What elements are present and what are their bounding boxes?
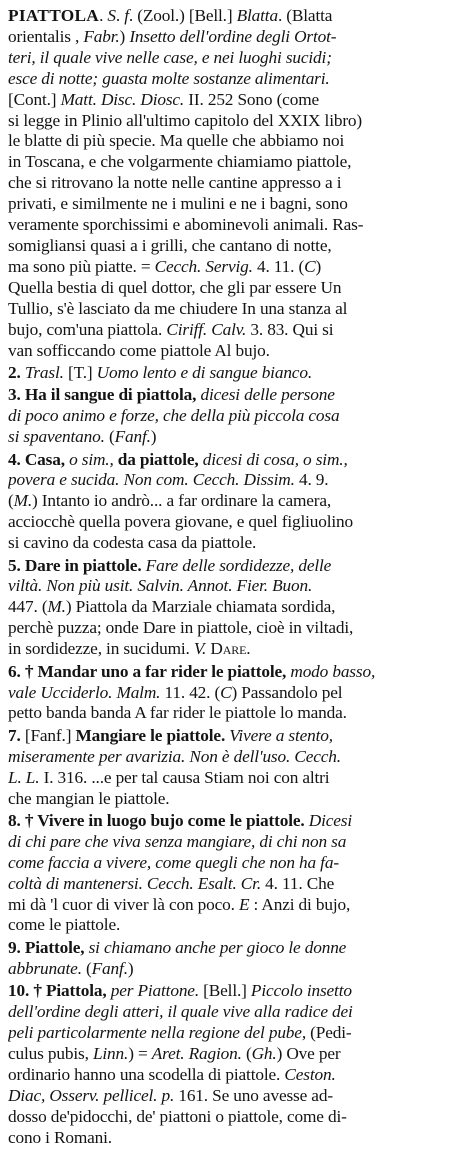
text-line	[8, 768, 466, 789]
text-run: Quella bestia di quel dottor, che gli par essere Un	[8, 277, 342, 297]
italic-text: Uomo lento e di sangue bianco.	[96, 362, 312, 382]
text-run: (	[8, 491, 14, 511]
text-line	[8, 385, 466, 406]
sense-8	[8, 811, 466, 936]
phrase-label: Dare in piattole.	[24, 555, 142, 575]
italic-text: dell'ordine degli atteri, il quale vive alla radice dei	[8, 1002, 353, 1022]
text-line	[8, 257, 466, 278]
text-run: acciocchè quella povera giovane, e quel figliuolino	[8, 512, 354, 532]
italic-text: C	[220, 682, 232, 702]
text-run: ma sono più piatte. =	[8, 256, 155, 276]
sense-number: 2.	[8, 362, 25, 382]
text-run: )	[150, 427, 157, 447]
text-run: )	[127, 958, 134, 978]
text-run: si legge in Plinio all'ultimo capitolo del XXIX libro)	[8, 110, 363, 130]
text-line	[8, 915, 466, 936]
text-run: )	[315, 256, 322, 276]
phrase-label: Vivere in luogo bujo come le piattole.	[37, 810, 305, 830]
text-line	[8, 131, 466, 152]
italic-text: esce di notte; guasta molte sostanze alimentari.	[8, 68, 330, 88]
text-run: bujo, com'una piattola.	[8, 319, 167, 339]
text-run: : Anzi di bujo,	[249, 894, 351, 914]
italic-text: povera e sucida. Non com.	[8, 470, 189, 490]
text-line	[8, 215, 466, 236]
italic-text: Fanf.	[114, 427, 151, 447]
italic-text: Insetto dell'ordine degli Ortot-	[129, 26, 337, 46]
phrase-label: Mangiare le piattole.	[75, 725, 226, 745]
text-run: in sordidezze, in sucidumi.	[8, 639, 194, 659]
italic-text: Diac, Osserv. pellicel. p.	[8, 1085, 175, 1105]
text-line	[8, 639, 466, 660]
text-run: 4. 9.	[294, 470, 329, 490]
sense-number: 7.	[8, 725, 25, 745]
text-run: (Pedi-	[306, 1023, 352, 1042]
sense-number: 4.	[8, 449, 25, 469]
text-run: petto banda banda A far rider le piattole lo manda.	[8, 703, 347, 723]
italic-text: V.	[193, 639, 207, 659]
italic-text: Piccolo insetto	[250, 981, 352, 1001]
text-line	[8, 90, 466, 111]
phrase-label: Ha il sangue di piattola,	[24, 385, 197, 405]
text-run: .	[99, 6, 108, 25]
italic-text: si spaventano.	[8, 427, 105, 447]
sense-2	[8, 363, 466, 384]
text-run: come le piattole.	[8, 915, 121, 935]
text-run: (	[81, 958, 92, 978]
text-line	[8, 194, 466, 215]
text-line	[8, 747, 466, 768]
text-line	[8, 1128, 466, 1149]
italic-text: L. L.	[8, 767, 40, 787]
text-line	[8, 533, 466, 554]
text-run: [Bell.]	[199, 981, 251, 1001]
italic-text: Fabr.	[83, 26, 120, 46]
italic-text: E	[238, 894, 250, 914]
sense-6	[8, 662, 466, 725]
text-line	[8, 48, 466, 69]
headword: PIATTOLA	[8, 6, 100, 25]
text-line	[8, 1065, 466, 1086]
italic-text: o sim.,	[69, 449, 114, 469]
text-line	[8, 895, 466, 916]
text-line	[8, 1002, 466, 1023]
italic-text: Dicesi	[304, 810, 353, 830]
text-line	[8, 789, 466, 810]
text-line	[8, 111, 466, 132]
text-line	[8, 703, 466, 724]
italic-text: Ciriff. Calv.	[166, 319, 247, 339]
sense-number: 8. †	[8, 810, 38, 830]
text-line	[8, 450, 466, 471]
text-line	[8, 299, 466, 320]
italic-text: teri, il quale vive nelle case, e nei luoghi sucidi;	[8, 47, 332, 67]
text-run: dosso de'pidocchi, de' piattoni o piattole, come di-	[8, 1106, 347, 1126]
text-run: 447. (	[8, 597, 48, 617]
text-line	[8, 959, 466, 980]
text-run: 3. 83. Qui si	[246, 319, 334, 339]
text-run: che mangian le piattole.	[8, 788, 170, 808]
text-line	[8, 1107, 466, 1128]
italic-text: dicesi di cosa, o sim.,	[198, 449, 348, 469]
text-run: mi dà 'l cuor di viver là con poco.	[8, 894, 239, 914]
italic-text: S	[107, 6, 116, 25]
text-run: )	[119, 26, 130, 46]
phrase-label: Piattola,	[45, 981, 107, 1001]
italic-text: coltà di mantenersi. Cecch. Esalt. Cr.	[8, 873, 262, 893]
text-line	[8, 938, 466, 959]
text-line	[8, 556, 466, 577]
text-run: II. 252 Sono (come	[184, 89, 320, 109]
phrase-label: Casa,	[24, 449, 70, 469]
italic-text: dicesi delle persone	[196, 385, 335, 405]
italic-text: C	[304, 256, 316, 276]
text-run: [Fanf.]	[24, 725, 76, 745]
text-line	[8, 853, 466, 874]
text-line	[8, 278, 466, 299]
text-line	[8, 512, 466, 533]
text-line	[8, 576, 466, 597]
text-line	[8, 1023, 466, 1044]
cross-reference: Dare	[210, 639, 247, 659]
text-line	[8, 683, 466, 704]
italic-text: di chi pare che viva senza mangiare, di chi non sa	[8, 831, 347, 851]
sense-main-definition	[8, 6, 466, 361]
italic-text: miseramente per avarizia. Non è dell'uso. Cecch.	[8, 746, 341, 766]
text-run: 11. 42. (	[160, 682, 221, 702]
italic-text: Gh.	[251, 1043, 277, 1063]
text-run: 4. 11. Che	[261, 873, 335, 893]
sense-3	[8, 385, 466, 448]
text-run: ) Passandolo pel	[231, 682, 343, 702]
text-run: ordinario hanno una scodella di piattole.	[8, 1064, 285, 1084]
text-line	[8, 470, 466, 491]
italic-text: abbrunate.	[8, 958, 82, 978]
italic-text: Aret. Ragion.	[151, 1043, 242, 1063]
text-run: si cavino da codesta casa da piattole.	[8, 533, 257, 553]
italic-text: Matt. Disc. Diosc.	[60, 89, 185, 109]
italic-text: Fanf.	[91, 958, 128, 978]
text-run: van sofficcando come piattole Al bujo.	[8, 340, 270, 360]
text-line	[8, 832, 466, 853]
text-run: [T.]	[63, 362, 97, 382]
text-line	[8, 491, 466, 512]
italic-text: Cecch. Dissim.	[192, 470, 295, 490]
text-run: . (Blatta	[277, 6, 333, 25]
text-line	[8, 427, 466, 448]
italic-text: vale Ucciderlo. Malm.	[8, 682, 161, 702]
italic-text: M.	[47, 597, 66, 617]
phrase-label: da piattole,	[113, 449, 199, 469]
text-run: veramente sporchissimi e abominevoli animali. Ras-	[8, 215, 364, 235]
text-run: cono i Romani.	[8, 1127, 112, 1147]
text-run: ) =	[128, 1043, 152, 1063]
italic-text: di poco animo e forze, che della più piccola cosa	[8, 406, 340, 426]
text-run: ) Piattola da Marziale chiamata sordida,	[65, 597, 336, 617]
text-line	[8, 6, 466, 27]
text-run: ) Ove per	[276, 1043, 341, 1063]
text-line	[8, 726, 466, 747]
dictionary-entry-piattola	[8, 6, 466, 1148]
italic-text: come faccia a vivere, come quegli che non ha fa-	[8, 852, 339, 872]
text-line	[8, 618, 466, 639]
italic-text: M.	[13, 491, 33, 511]
text-line	[8, 173, 466, 194]
italic-text: si chiamano anche per gioco le donne	[84, 937, 347, 957]
sense-number: 10. †	[8, 981, 46, 1001]
sense-number: 6. †	[8, 661, 38, 681]
sense-10	[8, 981, 466, 1148]
italic-text: modo basso,	[286, 661, 376, 681]
text-run: .	[115, 6, 125, 25]
text-line	[8, 597, 466, 618]
text-run: Tullio, s'è lasciato da me chiudere In una stanza al	[8, 298, 348, 318]
text-line	[8, 1044, 466, 1065]
italic-text: Blatta	[236, 6, 278, 25]
text-line	[8, 320, 466, 341]
text-line	[8, 152, 466, 173]
text-line	[8, 27, 466, 48]
text-run: culus pubis,	[8, 1043, 93, 1063]
text-run: somigliansi quasi a i grilli, che cantano di notte,	[8, 235, 332, 255]
italic-text: peli particolarmente nella regione del pube,	[8, 1023, 306, 1042]
text-line	[8, 406, 466, 427]
text-run: in Toscana, e che volgarmente chiamiamo piattole,	[8, 152, 352, 172]
italic-text: Trasl.	[24, 362, 64, 382]
text-run: orientalis ,	[8, 26, 84, 46]
sense-number: 5.	[8, 555, 25, 575]
text-run: (	[241, 1043, 252, 1063]
sense-9	[8, 938, 466, 980]
text-line	[8, 662, 466, 683]
text-run: . (Zool.) [Bell.]	[128, 6, 237, 25]
text-run: 161. Se uno avesse ad-	[174, 1085, 333, 1105]
italic-text: f	[124, 6, 129, 25]
phrase-label: Piattole,	[24, 937, 85, 957]
text-run: le blatte di più specie. Ma quelle che abbiamo noi	[8, 131, 345, 151]
text-line	[8, 874, 466, 895]
text-run: ) Intanto io andrò... a far ordinare la camera,	[32, 491, 332, 511]
italic-text: Linn.	[92, 1043, 129, 1063]
sense-4	[8, 450, 466, 555]
sense-number: 9.	[8, 937, 25, 957]
text-line	[8, 236, 466, 257]
text-line	[8, 981, 466, 1002]
text-line	[8, 811, 466, 832]
text-line	[8, 341, 466, 362]
sense-7	[8, 726, 466, 810]
italic-text: Ceston.	[284, 1064, 336, 1084]
italic-text: Fare delle sordidezze, delle	[145, 555, 332, 575]
sense-5	[8, 556, 466, 661]
italic-text: Vivere a stento,	[225, 725, 333, 745]
italic-text: Cecch. Servig.	[154, 256, 253, 276]
text-run: 4. 11. (	[252, 256, 305, 276]
sense-number: 3.	[8, 385, 25, 405]
text-run: I. 316. ...e per tal causa Stiam noi con altri	[39, 767, 330, 787]
italic-text: viltà. Non più usit. Salvin. Annot. Fier. Buon.	[8, 576, 313, 596]
text-run: privati, e similmente ne i mulini e ne i bagni, sono	[8, 194, 348, 214]
phrase-label: Mandar uno a far rider le piattole,	[37, 661, 287, 681]
text-run: (	[104, 427, 115, 447]
text-line	[8, 1086, 466, 1107]
text-line	[8, 69, 466, 90]
text-line	[8, 363, 466, 384]
text-run: che si ritrovano la notte nelle cantine appresso a i	[8, 173, 342, 193]
text-run: perchè puzza; onde Dare in piattole, cioè in viltadi,	[8, 618, 354, 638]
italic-text: per Piattone.	[106, 981, 199, 1001]
text-run: [Cont.]	[8, 89, 61, 109]
text-run: .	[246, 639, 251, 659]
